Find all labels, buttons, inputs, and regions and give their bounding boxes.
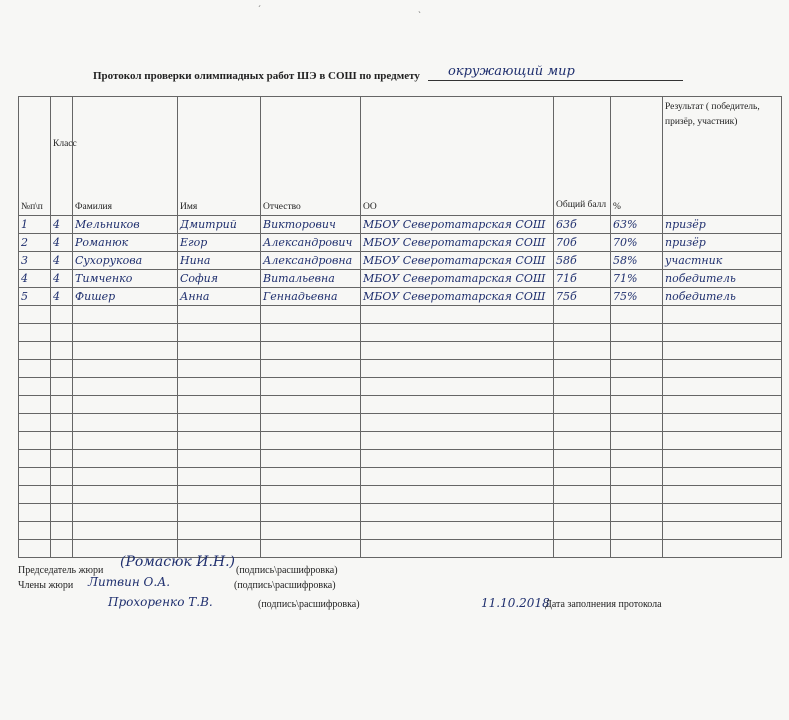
scan-mark: ˊ <box>258 4 261 14</box>
empty-cell <box>361 342 554 360</box>
table-header-row <box>19 97 782 216</box>
table-row <box>19 270 782 288</box>
empty-cell <box>663 486 782 504</box>
empty-table-row <box>19 306 782 324</box>
col-header-patronymic: Отчество <box>261 97 361 216</box>
empty-cell <box>554 342 611 360</box>
empty-cell <box>261 432 361 450</box>
empty-cell <box>663 306 782 324</box>
chair-signature: (Ромасюк И.Н.) <box>120 554 236 570</box>
empty-cell <box>261 504 361 522</box>
empty-cell <box>361 504 554 522</box>
empty-cell <box>51 414 73 432</box>
empty-cell <box>611 306 663 324</box>
members-label: Члены жюри <box>18 580 74 591</box>
empty-cell <box>663 540 782 558</box>
cell-num: 4 <box>19 270 51 288</box>
empty-cell <box>663 450 782 468</box>
cell-result: призёр <box>663 216 782 234</box>
empty-table-row <box>19 486 782 504</box>
empty-cell <box>663 378 782 396</box>
empty-cell <box>554 522 611 540</box>
empty-cell <box>51 540 73 558</box>
empty-cell <box>554 360 611 378</box>
empty-cell <box>361 396 554 414</box>
member1-suffix: (подпись\расшифровка) <box>234 580 336 591</box>
cell-class: 4 <box>51 288 73 306</box>
empty-cell <box>73 486 178 504</box>
empty-cell <box>663 522 782 540</box>
cell-school: МБОУ Северотатарская СОШ <box>361 234 554 252</box>
table-row <box>19 288 782 306</box>
cell-name: Нина <box>178 252 261 270</box>
empty-cell <box>611 504 663 522</box>
empty-cell <box>19 486 51 504</box>
empty-cell <box>178 486 261 504</box>
empty-cell <box>611 342 663 360</box>
empty-cell <box>19 360 51 378</box>
empty-cell <box>19 432 51 450</box>
cell-percent: 71% <box>611 270 663 288</box>
empty-cell <box>554 468 611 486</box>
empty-cell <box>261 306 361 324</box>
empty-cell <box>19 414 51 432</box>
table-row <box>19 234 782 252</box>
cell-school: МБОУ Северотатарская СОШ <box>361 270 554 288</box>
cell-patronymic: Викторович <box>261 216 361 234</box>
cell-surname: Тимченко <box>73 270 178 288</box>
empty-cell <box>19 540 51 558</box>
cell-surname: Сухорукова <box>73 252 178 270</box>
empty-cell <box>51 342 73 360</box>
cell-patronymic: Александровна <box>261 252 361 270</box>
empty-table-row <box>19 378 782 396</box>
empty-cell <box>261 360 361 378</box>
empty-cell <box>19 324 51 342</box>
empty-cell <box>178 522 261 540</box>
empty-cell <box>554 396 611 414</box>
empty-cell <box>554 540 611 558</box>
cell-class: 4 <box>51 270 73 288</box>
cell-name: Егор <box>178 234 261 252</box>
empty-cell <box>663 342 782 360</box>
col-header-class: Класс <box>51 97 73 216</box>
cell-score: 71б <box>554 270 611 288</box>
empty-cell <box>261 342 361 360</box>
cell-class: 4 <box>51 252 73 270</box>
member2-suffix: (подпись\расшифровка) <box>258 599 360 610</box>
empty-cell <box>361 414 554 432</box>
cell-result: победитель <box>663 288 782 306</box>
empty-cell <box>73 306 178 324</box>
empty-cell <box>261 522 361 540</box>
cell-patronymic: Александрович <box>261 234 361 252</box>
cell-surname: Фишер <box>73 288 178 306</box>
empty-cell <box>611 540 663 558</box>
empty-cell <box>73 360 178 378</box>
cell-name: Дмитрий <box>178 216 261 234</box>
empty-cell <box>178 432 261 450</box>
empty-cell <box>73 522 178 540</box>
chair-suffix: (подпись\расшифровка) <box>236 565 338 576</box>
cell-score: 70б <box>554 234 611 252</box>
empty-cell <box>261 396 361 414</box>
cell-name: София <box>178 270 261 288</box>
cell-surname: Мельников <box>73 216 178 234</box>
empty-table-row <box>19 522 782 540</box>
empty-table-row <box>19 414 782 432</box>
cell-class: 4 <box>51 234 73 252</box>
empty-cell <box>51 360 73 378</box>
empty-cell <box>663 468 782 486</box>
empty-cell <box>261 324 361 342</box>
empty-cell <box>611 450 663 468</box>
empty-cell <box>73 414 178 432</box>
empty-cell <box>611 468 663 486</box>
empty-cell <box>663 324 782 342</box>
empty-cell <box>261 378 361 396</box>
empty-cell <box>554 414 611 432</box>
empty-cell <box>611 486 663 504</box>
empty-cell <box>663 414 782 432</box>
empty-cell <box>663 432 782 450</box>
empty-cell <box>73 504 178 522</box>
cell-percent: 63% <box>611 216 663 234</box>
subject-field <box>428 64 683 81</box>
empty-table-row <box>19 324 782 342</box>
empty-cell <box>19 396 51 414</box>
empty-cell <box>178 360 261 378</box>
empty-table-row <box>19 468 782 486</box>
empty-cell <box>51 396 73 414</box>
table-row <box>19 252 782 270</box>
empty-cell <box>51 468 73 486</box>
cell-name: Анна <box>178 288 261 306</box>
empty-table-row <box>19 396 782 414</box>
empty-cell <box>51 522 73 540</box>
col-header-name: Имя <box>178 97 261 216</box>
empty-cell <box>19 504 51 522</box>
cell-class: 4 <box>51 216 73 234</box>
cell-num: 1 <box>19 216 51 234</box>
empty-cell <box>554 306 611 324</box>
empty-cell <box>51 432 73 450</box>
scan-mark: ˋ <box>418 10 421 20</box>
empty-cell <box>51 486 73 504</box>
empty-cell <box>663 396 782 414</box>
cell-result: призёр <box>663 234 782 252</box>
table-body <box>19 216 782 558</box>
empty-cell <box>178 378 261 396</box>
empty-cell <box>73 450 178 468</box>
empty-cell <box>51 450 73 468</box>
empty-cell <box>178 396 261 414</box>
empty-cell <box>611 396 663 414</box>
empty-cell <box>51 378 73 396</box>
empty-cell <box>261 468 361 486</box>
empty-cell <box>361 540 554 558</box>
empty-cell <box>611 360 663 378</box>
empty-cell <box>51 504 73 522</box>
empty-cell <box>178 324 261 342</box>
empty-table-row <box>19 432 782 450</box>
cell-school: МБОУ Северотатарская СОШ <box>361 252 554 270</box>
empty-cell <box>554 486 611 504</box>
empty-cell <box>178 504 261 522</box>
empty-cell <box>611 378 663 396</box>
date-label: Дата заполнения протокола <box>545 599 662 610</box>
empty-cell <box>361 324 554 342</box>
empty-cell <box>19 342 51 360</box>
empty-cell <box>554 450 611 468</box>
empty-cell <box>73 342 178 360</box>
empty-cell <box>261 414 361 432</box>
col-header-school: ОО <box>361 97 554 216</box>
col-header-surname: Фамилия <box>73 97 178 216</box>
page-title: Протокол проверки олимпиадных работ ШЭ в СОШ по предмету <box>93 70 420 82</box>
empty-cell <box>73 396 178 414</box>
empty-cell <box>663 504 782 522</box>
empty-cell <box>361 378 554 396</box>
empty-cell <box>19 450 51 468</box>
protocol-date: 11.10.2018 <box>481 596 550 610</box>
empty-cell <box>51 306 73 324</box>
empty-table-row <box>19 342 782 360</box>
col-header-num: №п\п <box>19 97 51 216</box>
empty-cell <box>261 540 361 558</box>
empty-cell <box>554 378 611 396</box>
cell-num: 2 <box>19 234 51 252</box>
empty-cell <box>19 522 51 540</box>
empty-cell <box>19 306 51 324</box>
cell-school: МБОУ Северотатарская СОШ <box>361 216 554 234</box>
empty-cell <box>73 378 178 396</box>
empty-cell <box>361 468 554 486</box>
col-header-percent: % <box>611 97 663 216</box>
empty-cell <box>261 486 361 504</box>
cell-score: 58б <box>554 252 611 270</box>
subject-value: окружающий мир <box>448 64 575 79</box>
empty-table-row <box>19 504 782 522</box>
empty-cell <box>663 360 782 378</box>
member2-signature: Прохоренко Т.В. <box>108 595 213 609</box>
cell-score: 63б <box>554 216 611 234</box>
empty-cell <box>611 432 663 450</box>
cell-num: 5 <box>19 288 51 306</box>
cell-score: 75б <box>554 288 611 306</box>
cell-result: победитель <box>663 270 782 288</box>
empty-cell <box>361 450 554 468</box>
cell-percent: 70% <box>611 234 663 252</box>
empty-cell <box>554 324 611 342</box>
empty-cell <box>361 522 554 540</box>
empty-cell <box>361 360 554 378</box>
cell-patronymic: Витальевна <box>261 270 361 288</box>
empty-cell <box>19 378 51 396</box>
empty-cell <box>361 486 554 504</box>
empty-cell <box>73 324 178 342</box>
empty-cell <box>51 324 73 342</box>
cell-school: МБОУ Северотатарская СОШ <box>361 288 554 306</box>
empty-cell <box>361 432 554 450</box>
empty-cell <box>178 450 261 468</box>
empty-table-row <box>19 450 782 468</box>
cell-percent: 58% <box>611 252 663 270</box>
cell-num: 3 <box>19 252 51 270</box>
col-header-score: Общий балл <box>554 97 611 216</box>
cell-patronymic: Геннадьевна <box>261 288 361 306</box>
empty-cell <box>361 306 554 324</box>
empty-cell <box>178 414 261 432</box>
empty-cell <box>261 450 361 468</box>
empty-cell <box>178 468 261 486</box>
cell-percent: 75% <box>611 288 663 306</box>
empty-cell <box>73 432 178 450</box>
empty-cell <box>611 324 663 342</box>
empty-cell <box>178 306 261 324</box>
empty-cell <box>611 414 663 432</box>
results-table <box>18 96 782 558</box>
table-row <box>19 216 782 234</box>
empty-cell <box>611 522 663 540</box>
empty-cell <box>73 468 178 486</box>
empty-cell <box>554 504 611 522</box>
empty-cell <box>554 432 611 450</box>
cell-surname: Романюк <box>73 234 178 252</box>
empty-table-row <box>19 360 782 378</box>
chair-label: Председатель жюри <box>18 565 104 576</box>
col-header-result: Результат ( победитель, призёр, участник) <box>663 97 782 216</box>
empty-cell <box>178 342 261 360</box>
cell-result: участник <box>663 252 782 270</box>
member1-signature: Литвин О.А. <box>88 575 171 589</box>
empty-cell <box>19 468 51 486</box>
